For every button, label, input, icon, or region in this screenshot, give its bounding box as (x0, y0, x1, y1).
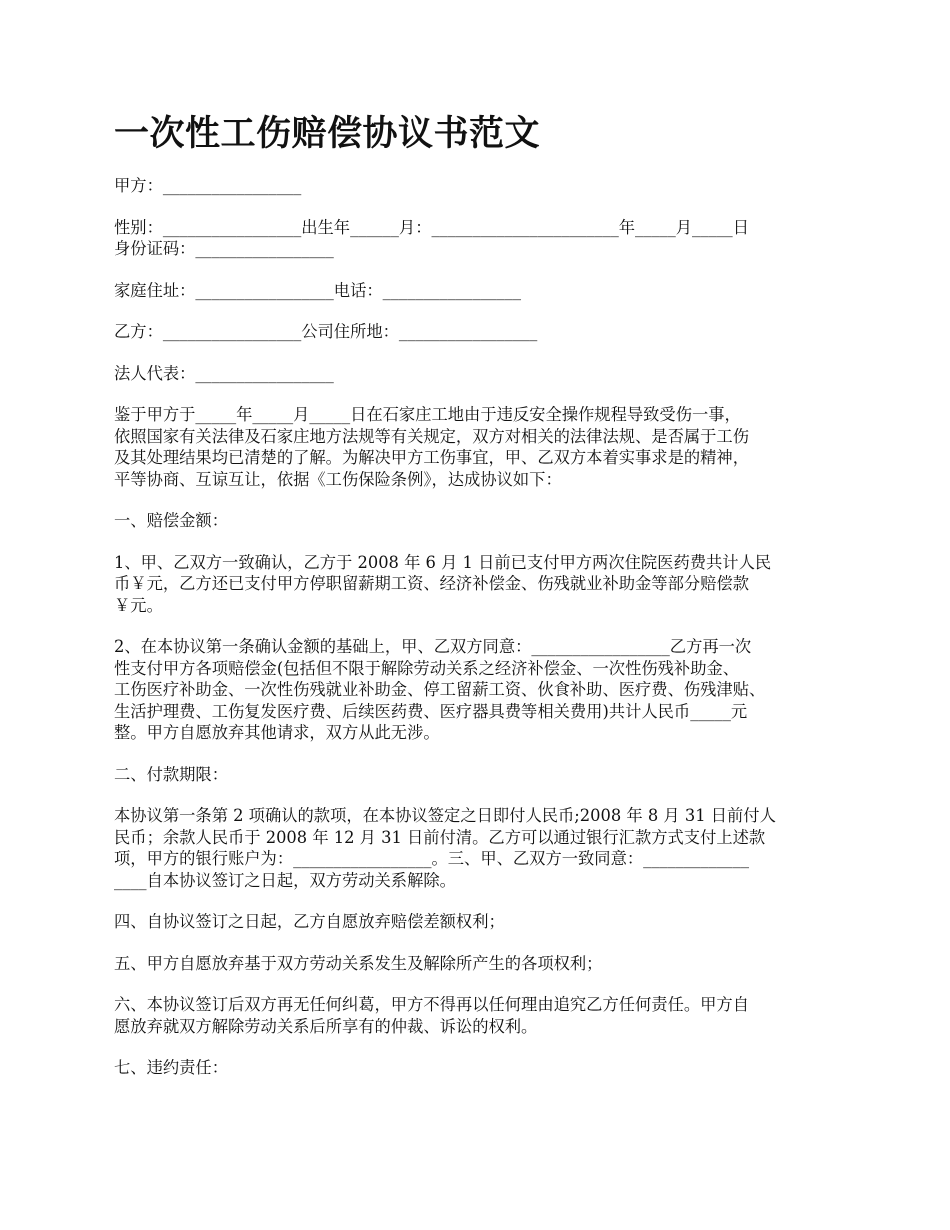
clause-2-paragraph (114, 636, 852, 744)
text-line: 性支付甲方各项赔偿金(包括但不限于解除劳动关系之经济补偿金、一次性伤残补助金、 (114, 658, 740, 678)
legal-representative-field (114, 363, 852, 385)
text-line: 愿放弃就双方解除劳动关系后所享有的仲裁、诉讼的权利。 (114, 1016, 538, 1036)
text-line: 乙方：_________________公司住所地：_________________ (114, 322, 538, 341)
text-line: 2、在本协议第一条确认金额的基础上，甲、乙双方同意：_________________乙方再一次 (114, 637, 752, 656)
text-line: 鉴于甲方于_____年_____月_____日在石家庄工地由于违反安全操作规程导致受伤一事， (114, 405, 741, 424)
address-phone-field (114, 280, 852, 302)
text-line: 法人代表：_________________ (114, 363, 334, 383)
text-line: 五、甲方自愿放弃基于双方劳动关系发生及解除所产生的各项权利； (114, 953, 603, 973)
text-line: 整。甲方自愿放弃其他请求，双方从此无涉。 (114, 723, 440, 742)
text-line: 工伤医疗补助金、一次性伤残就业补助金、停工留薪工资、伙食补助、医疗费、伤残津贴、 (114, 680, 766, 699)
text-line: 二、付款期限： (114, 764, 228, 784)
text-line: 及其处理结果均已清楚的了解。为解决甲方工伤事宜，甲、乙双方本着实事求是的精神， (114, 448, 749, 467)
text-line: 本协议第一条第 2 项确认的款项，在本协议签定之日即付人民币;2008 年 8 月 31 日前付人 (114, 806, 776, 825)
text-line: 生活护理费、工伤复发医疗费、后续医药费、医疗器具费等相关费用)共计人民币_____元 (114, 701, 748, 721)
text-line: ____自本协议签订之日起，双方劳动关系解除。 (114, 870, 456, 890)
text-line: ￥元。 (114, 595, 163, 615)
text-line: 六、本协议签订后双方再无任何纠葛，甲方不得再以任何理由追究乙方任何责任。甲方自 (114, 995, 749, 1014)
section-heading-breach-liability (114, 1057, 852, 1079)
payment-term-paragraph (114, 805, 852, 891)
clause-6-paragraph (114, 994, 852, 1037)
text-line: 性别：_________________出生年______月：_______________________年_____月_____日 (114, 217, 749, 237)
party-b-field (114, 321, 852, 343)
gender-birth-id-field (114, 217, 852, 260)
document-page (114, 110, 852, 1099)
clause-5-paragraph (114, 953, 852, 975)
text-line: 项，甲方的银行账户为：_________________。三、甲、乙双方一致同意：_____________ (114, 849, 749, 868)
clause-1-paragraph (114, 552, 852, 617)
document-title: 一次性工伤赔偿协议书范文 (114, 114, 541, 154)
text-line: 甲方：_________________ (114, 176, 302, 195)
text-line: 一、赔偿金额： (114, 511, 228, 530)
text-line: 七、违约责任： (114, 1058, 228, 1077)
text-line: 四、自协议签订之日起，乙方自愿放弃赔偿差额权利； (114, 912, 505, 931)
text-line: 1、甲、乙双方一致确认，乙方于 2008 年 6 月 1 日前已支付甲方两次住院医药费共计人民 (114, 552, 772, 572)
party-a-field (114, 175, 852, 197)
clause-4-paragraph (114, 911, 852, 933)
text-line: 民币；余款人民币于 2008 年 12 月 31 日前付清。乙方可以通过银行汇款方式支付上述款 (114, 827, 766, 847)
section-heading-compensation (114, 510, 852, 532)
preamble-paragraph (114, 404, 852, 490)
text-line: 依照国家有关法律及石家庄地方法规等有关规定，双方对相关的法律法规、是否属于工伤 (114, 426, 749, 446)
section-heading-payment-term (114, 764, 852, 786)
text-line: 平等协商、互谅互让，依据《工伤保险条例》，达成协议如下： (114, 469, 562, 489)
text-line: 身份证码：_________________ (114, 239, 334, 258)
text-line: 家庭住址：_________________电话：_________________ (114, 280, 522, 300)
text-line: 币￥元，乙方还已支付甲方停职留薪期工资、经济补偿金、伤残就业补助金等部分赔偿款 (114, 574, 749, 593)
